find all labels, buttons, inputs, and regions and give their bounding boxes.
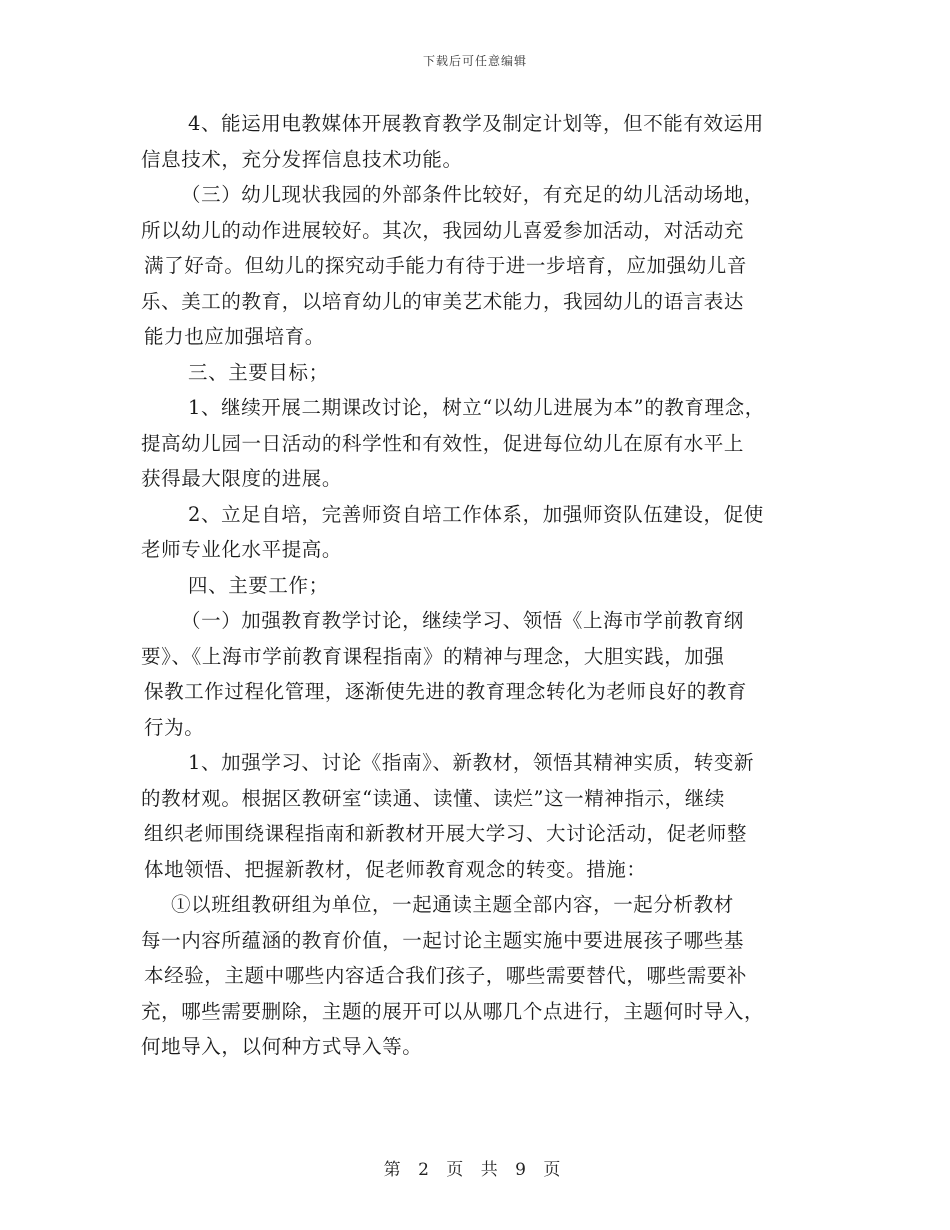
paragraph-line: 能力也应加强培育。 — [144, 325, 325, 348]
paragraph-line: 组织老师围绕课程指南和新教材开展大学习、大讨论活动，促老师整 — [144, 822, 748, 845]
paragraph-line: 体地领悟、把握新教材，促老师教育观念的转变。措施： — [144, 857, 647, 881]
paragraph-line: 要》、《上海市学前教育课程指南》的精神与理念，大胆实践，加强 — [141, 644, 725, 668]
page-number: 第 2 页 共 9 页 — [383, 1160, 567, 1180]
paragraph-line: 行为。 — [144, 715, 205, 739]
section-heading: 三、主要目标； — [188, 360, 329, 384]
paragraph-line: （一）加强教育教学讨论，继续学习、领悟《上海市学前教育纲 — [181, 609, 744, 632]
paragraph-line: 1、加强学习、讨论《指南》、新教材，领悟其精神实质，转变新 — [188, 751, 755, 774]
paragraph-line: ①以班组教研组为单位，一起通读主题全部内容，一起分析教材 — [171, 893, 734, 916]
paragraph-line: 提高幼儿园一日活动的科学性和有效性，促进每位幼儿在原有水平上 — [141, 431, 745, 455]
paragraph-line: 获得最大限度的进展。 — [141, 467, 343, 490]
paragraph-line: （三）幼儿现状我园的外部条件比较好，有充足的幼儿活动场地， — [181, 183, 764, 206]
section-heading: 四、主要工作； — [188, 573, 329, 597]
paragraph-line: 何地导入，以何种方式导入等。 — [141, 1035, 423, 1058]
paragraph-line: 乐、美工的教育，以培育幼儿的审美艺术能力，我园幼儿的语言表达 — [141, 289, 745, 313]
download-note: 下载后可任意编辑 — [422, 54, 527, 68]
paragraph-line: 本经验，主题中哪些内容适合我们孩子，哪些需要替代，哪些需要补 — [144, 964, 748, 987]
paragraph-line: 所以幼儿的动作进展较好。其次，我园幼儿喜爱参加活动，对活动充 — [141, 218, 745, 242]
paragraph-line: 2、立足自培，完善师资自培工作体系，加强师资队伍建设，促使 — [188, 502, 764, 526]
paragraph-line: 保教工作过程化管理，逐渐使先进的教育理念转化为老师良好的教育 — [144, 680, 748, 703]
paragraph-line: 信息技术，充分发挥信息技术功能。 — [141, 147, 463, 171]
paragraph-line: 4、能运用电教媒体开展教育教学及制定计划等，但不能有效运用 — [188, 112, 764, 135]
paragraph-line: 老师专业化水平提高。 — [141, 538, 343, 561]
paragraph-line: 充，哪些需要删除，主题的展开可以从哪几个点进行，主题何时导入， — [141, 999, 765, 1023]
paragraph-line: 满了好奇。但幼儿的探究动手能力有待于进一步培育，应加强幼儿音 — [144, 254, 748, 277]
paragraph-line: 每一内容所蕴涵的教育价值，一起讨论主题实施中要进展孩子哪些基 — [141, 928, 745, 952]
document-body — [141, 106, 831, 1065]
paragraph-line: 的教材观。根据区教研室“读通、读懂、读烂”这一精神指示，继续 — [141, 786, 725, 810]
paragraph-line: 1、继续开展二期课改讨论，树立“以幼儿进展为本”的教育理念， — [188, 396, 765, 419]
